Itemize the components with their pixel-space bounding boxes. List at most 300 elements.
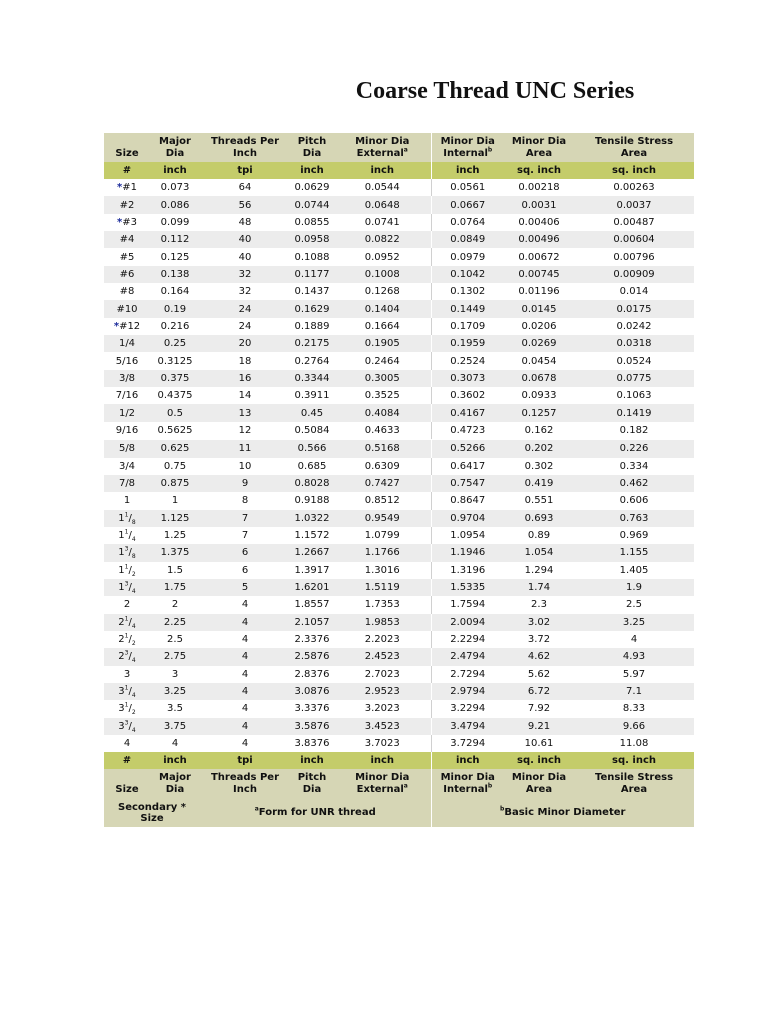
minor-dia-internal-cell: 0.0764 bbox=[431, 214, 504, 231]
minor-dia-internal-cell: 0.0667 bbox=[431, 196, 504, 213]
minor-dia-internal-cell: 1.7594 bbox=[431, 596, 504, 613]
header-row bbox=[104, 133, 694, 162]
header-major-dia bbox=[150, 133, 200, 162]
size-cell bbox=[104, 283, 150, 300]
pitch-dia-cell: 1.3917 bbox=[290, 562, 334, 579]
unit-cell: sq. inch bbox=[574, 162, 694, 179]
header-pitch-line2: Dia bbox=[302, 147, 322, 159]
header-minor-dia-area bbox=[504, 133, 574, 162]
size-cell bbox=[104, 683, 150, 700]
major-dia-cell: 0.138 bbox=[150, 266, 200, 283]
tensile-stress-area-cell: 0.00796 bbox=[574, 248, 694, 265]
minor-dia-internal-cell: 2.2294 bbox=[431, 631, 504, 648]
minor-dia-area-cell: 7.92 bbox=[504, 700, 574, 717]
footnote-row bbox=[104, 798, 694, 827]
tensile-stress-area-cell: 0.0037 bbox=[574, 196, 694, 213]
tpi-cell: 24 bbox=[200, 300, 290, 317]
tensile-stress-area-cell: 0.763 bbox=[574, 510, 694, 527]
pitch-dia-cell: 0.685 bbox=[290, 458, 334, 475]
size-label: 5/16 bbox=[115, 355, 139, 367]
footnote-b bbox=[431, 798, 694, 827]
minor-dia-area-cell: 0.202 bbox=[504, 440, 574, 458]
secondary-size-marker: * bbox=[117, 182, 123, 194]
tpi-cell: 48 bbox=[200, 214, 290, 231]
table-row bbox=[104, 404, 694, 421]
pitch-dia-cell: 0.1437 bbox=[290, 283, 334, 300]
minor-dia-area-cell: 2.3 bbox=[504, 596, 574, 613]
major-dia-cell: 0.112 bbox=[150, 231, 200, 248]
header-int-line2: Internal bbox=[443, 783, 488, 795]
minor-dia-external-cell: 0.5168 bbox=[334, 440, 431, 458]
tpi-cell: 4 bbox=[200, 735, 290, 752]
pitch-dia-cell: 0.1177 bbox=[290, 266, 334, 283]
size-label: 2 bbox=[123, 599, 131, 611]
tpi-cell: 32 bbox=[200, 266, 290, 283]
fraction-slash: / bbox=[128, 530, 132, 542]
tensile-stress-area-cell: 0.00604 bbox=[574, 231, 694, 248]
header-tpi-line1: Threads Per bbox=[210, 771, 280, 783]
header-area-line2: Area bbox=[525, 147, 553, 159]
major-dia-cell: 4 bbox=[150, 735, 200, 752]
minor-dia-external-cell: 1.3016 bbox=[334, 562, 431, 579]
size-cell bbox=[104, 562, 150, 579]
tpi-cell: 6 bbox=[200, 544, 290, 561]
minor-dia-external-cell: 0.2464 bbox=[334, 352, 431, 369]
tpi-cell: 11 bbox=[200, 440, 290, 458]
size-numerator: 3 bbox=[124, 650, 129, 658]
minor-dia-external-cell: 0.0952 bbox=[334, 248, 431, 265]
pitch-dia-cell: 0.0744 bbox=[290, 196, 334, 213]
minor-dia-area-cell: 0.00672 bbox=[504, 248, 574, 265]
minor-dia-internal-cell: 0.3602 bbox=[431, 387, 504, 404]
minor-dia-area-cell: 0.0678 bbox=[504, 370, 574, 387]
table-row bbox=[104, 231, 694, 248]
header-ext-note-mark: a bbox=[403, 146, 408, 154]
size-whole: 2 bbox=[118, 616, 125, 628]
size-numerator: 3 bbox=[124, 546, 129, 554]
major-dia-cell: 0.073 bbox=[150, 179, 200, 196]
tensile-stress-area-cell: 0.334 bbox=[574, 458, 694, 475]
fraction-slash: / bbox=[128, 686, 132, 698]
size-numerator: 1 bbox=[124, 615, 129, 623]
size-denominator: 2 bbox=[131, 570, 136, 578]
size-label: 3/8 bbox=[118, 372, 136, 384]
minor-dia-area-cell: 0.1257 bbox=[504, 404, 574, 421]
minor-dia-internal-cell: 0.1302 bbox=[431, 283, 504, 300]
minor-dia-external-cell: 0.3005 bbox=[334, 370, 431, 387]
tensile-stress-area-cell: 0.1419 bbox=[574, 404, 694, 421]
size-label: #8 bbox=[119, 286, 135, 298]
minor-dia-external-cell: 0.0822 bbox=[334, 231, 431, 248]
tensile-stress-area-cell: 1.155 bbox=[574, 544, 694, 561]
minor-dia-internal-cell: 0.3073 bbox=[431, 370, 504, 387]
pitch-dia-cell: 3.0876 bbox=[290, 683, 334, 700]
tensile-stress-area-cell: 1.9 bbox=[574, 579, 694, 596]
header-int-note-mark: b bbox=[487, 782, 493, 790]
minor-dia-area-cell: 0.00406 bbox=[504, 214, 574, 231]
size-cell bbox=[104, 700, 150, 717]
tpi-cell: 4 bbox=[200, 596, 290, 613]
minor-dia-internal-cell: 0.0979 bbox=[431, 248, 504, 265]
unit-cell: sq. inch bbox=[574, 752, 694, 769]
minor-dia-external-cell: 0.0741 bbox=[334, 214, 431, 231]
header-size: Size bbox=[104, 769, 150, 798]
minor-dia-internal-cell: 0.4167 bbox=[431, 404, 504, 421]
minor-dia-external-cell: 0.0648 bbox=[334, 196, 431, 213]
units-row-top bbox=[104, 162, 694, 179]
minor-dia-internal-cell: 0.6417 bbox=[431, 458, 504, 475]
header-major-dia-line2: Dia bbox=[165, 147, 185, 159]
minor-dia-external-cell: 0.1404 bbox=[334, 300, 431, 317]
table-row bbox=[104, 527, 694, 544]
tpi-cell: 4 bbox=[200, 666, 290, 683]
minor-dia-area-cell: 0.0145 bbox=[504, 300, 574, 317]
table-row bbox=[104, 492, 694, 509]
header-pitch-line1: Pitch bbox=[297, 135, 327, 147]
minor-dia-external-cell: 1.9853 bbox=[334, 614, 431, 631]
fraction-slash: / bbox=[128, 512, 132, 524]
major-dia-cell: 0.086 bbox=[150, 196, 200, 213]
minor-dia-internal-cell: 0.9704 bbox=[431, 510, 504, 527]
table-row bbox=[104, 387, 694, 404]
header-major-dia-line1: Major bbox=[159, 771, 191, 783]
size-cell bbox=[104, 596, 150, 613]
tpi-cell: 14 bbox=[200, 387, 290, 404]
tensile-stress-area-cell: 5.97 bbox=[574, 666, 694, 683]
secondary-size-line2: Size bbox=[140, 812, 164, 824]
tpi-cell: 4 bbox=[200, 718, 290, 735]
header-ext-line2: External bbox=[356, 147, 404, 159]
header-pitch-line1: Pitch bbox=[297, 771, 327, 783]
unit-cell: tpi bbox=[200, 752, 290, 769]
tensile-stress-area-cell: 0.00263 bbox=[574, 179, 694, 196]
header-int-line1: Minor Dia bbox=[440, 771, 495, 783]
pitch-dia-cell: 1.6201 bbox=[290, 579, 334, 596]
tensile-stress-area-cell: 0.00909 bbox=[574, 266, 694, 283]
size-denominator: 4 bbox=[131, 622, 136, 630]
size-numerator: 1 bbox=[124, 632, 129, 640]
minor-dia-external-cell: 3.4523 bbox=[334, 718, 431, 735]
tpi-cell: 4 bbox=[200, 700, 290, 717]
header-area-line1: Minor Dia bbox=[511, 135, 567, 147]
unit-cell: inch bbox=[290, 162, 334, 179]
tensile-stress-area-cell: 1.405 bbox=[574, 562, 694, 579]
table-row bbox=[104, 179, 694, 196]
header-int-line1: Minor Dia bbox=[440, 135, 495, 147]
size-whole: 1 bbox=[118, 530, 125, 542]
header-tensile-stress-area bbox=[574, 133, 694, 162]
size-numerator: 1 bbox=[124, 684, 129, 692]
header-tensile-line1: Tensile Stress bbox=[594, 771, 674, 783]
footer-header-row bbox=[104, 769, 694, 798]
minor-dia-internal-cell: 0.1959 bbox=[431, 335, 504, 352]
pitch-dia-cell: 1.2667 bbox=[290, 544, 334, 561]
table-row bbox=[104, 562, 694, 579]
table-row bbox=[104, 718, 694, 735]
tensile-stress-area-cell: 0.1063 bbox=[574, 387, 694, 404]
tpi-cell: 64 bbox=[200, 179, 290, 196]
minor-dia-internal-cell: 3.4794 bbox=[431, 718, 504, 735]
major-dia-cell: 1.125 bbox=[150, 510, 200, 527]
unit-cell: inch bbox=[150, 162, 200, 179]
size-whole: 1 bbox=[118, 512, 125, 524]
header-tensile-line2: Area bbox=[620, 147, 648, 159]
size-cell bbox=[104, 422, 150, 440]
size-whole: 3 bbox=[118, 703, 125, 715]
tpi-cell: 40 bbox=[200, 248, 290, 265]
tpi-cell: 7 bbox=[200, 510, 290, 527]
major-dia-cell: 0.5 bbox=[150, 404, 200, 421]
major-dia-cell: 3.25 bbox=[150, 683, 200, 700]
size-cell bbox=[104, 648, 150, 665]
tensile-stress-area-cell: 0.014 bbox=[574, 283, 694, 300]
minor-dia-area-cell: 10.61 bbox=[504, 735, 574, 752]
tpi-cell: 13 bbox=[200, 404, 290, 421]
minor-dia-internal-cell: 3.2294 bbox=[431, 700, 504, 717]
minor-dia-area-cell: 0.0206 bbox=[504, 318, 574, 335]
minor-dia-external-cell: 1.7353 bbox=[334, 596, 431, 613]
tensile-stress-area-cell: 0.0318 bbox=[574, 335, 694, 352]
minor-dia-area-cell: 0.693 bbox=[504, 510, 574, 527]
major-dia-cell: 1.25 bbox=[150, 527, 200, 544]
table-row bbox=[104, 510, 694, 527]
size-numerator: 1 bbox=[124, 528, 129, 536]
size-label: #5 bbox=[119, 251, 135, 263]
size-label: 5/8 bbox=[118, 443, 136, 455]
size-label: 3 bbox=[123, 668, 131, 680]
size-cell bbox=[104, 631, 150, 648]
minor-dia-internal-cell: 0.1709 bbox=[431, 318, 504, 335]
size-numerator: 3 bbox=[124, 580, 129, 588]
tpi-cell: 24 bbox=[200, 318, 290, 335]
tensile-stress-area-cell: 0.462 bbox=[574, 475, 694, 492]
tpi-cell: 4 bbox=[200, 614, 290, 631]
tpi-cell: 9 bbox=[200, 475, 290, 492]
minor-dia-area-cell: 0.302 bbox=[504, 458, 574, 475]
minor-dia-internal-cell: 2.9794 bbox=[431, 683, 504, 700]
unit-cell: tpi bbox=[200, 162, 290, 179]
header-minor-dia-area bbox=[504, 769, 574, 798]
secondary-size-marker: * bbox=[113, 320, 120, 332]
unit-cell: # bbox=[104, 752, 150, 769]
size-label: #4 bbox=[119, 234, 135, 246]
major-dia-cell: 0.875 bbox=[150, 475, 200, 492]
minor-dia-area-cell: 3.02 bbox=[504, 614, 574, 631]
header-int-line2: Internal bbox=[443, 147, 488, 159]
header-ext-line1: Minor Dia bbox=[355, 135, 410, 147]
tensile-stress-area-cell: 0.0524 bbox=[574, 352, 694, 369]
page-title: Coarse Thread UNC Series bbox=[355, 78, 635, 104]
header-int-note-mark: b bbox=[487, 146, 493, 154]
size-cell bbox=[104, 352, 150, 369]
size-denominator: 4 bbox=[131, 657, 136, 665]
size-cell bbox=[104, 231, 150, 248]
minor-dia-internal-cell: 1.1946 bbox=[431, 544, 504, 561]
table-row bbox=[104, 266, 694, 283]
table-row bbox=[104, 735, 694, 752]
tpi-cell: 20 bbox=[200, 335, 290, 352]
tensile-stress-area-cell: 0.226 bbox=[574, 440, 694, 458]
size-cell bbox=[104, 335, 150, 352]
tensile-stress-area-cell: 11.08 bbox=[574, 735, 694, 752]
minor-dia-area-cell: 1.054 bbox=[504, 544, 574, 561]
pitch-dia-cell: 2.8376 bbox=[290, 666, 334, 683]
size-cell bbox=[104, 475, 150, 492]
size-label: #3 bbox=[122, 216, 137, 228]
pitch-dia-cell: 0.566 bbox=[290, 440, 334, 458]
pitch-dia-cell: 3.8376 bbox=[290, 735, 334, 752]
major-dia-cell: 2.5 bbox=[150, 631, 200, 648]
size-whole: 3 bbox=[118, 720, 125, 732]
major-dia-cell: 1 bbox=[150, 492, 200, 509]
minor-dia-area-cell: 3.72 bbox=[504, 631, 574, 648]
size-denominator: 4 bbox=[131, 588, 136, 596]
unit-cell: inch bbox=[431, 752, 504, 769]
size-cell bbox=[104, 300, 150, 317]
minor-dia-external-cell: 2.4523 bbox=[334, 648, 431, 665]
size-cell bbox=[104, 510, 150, 527]
fraction-slash: / bbox=[128, 547, 132, 559]
size-label: 1/2 bbox=[118, 407, 136, 419]
fraction-slash: / bbox=[128, 703, 132, 715]
size-cell bbox=[104, 440, 150, 458]
table-row bbox=[104, 700, 694, 717]
minor-dia-area-cell: 1.74 bbox=[504, 579, 574, 596]
size-whole: 3 bbox=[118, 686, 125, 698]
size-label: #6 bbox=[119, 268, 135, 280]
minor-dia-internal-cell: 2.4794 bbox=[431, 648, 504, 665]
tpi-cell: 4 bbox=[200, 631, 290, 648]
size-cell bbox=[104, 492, 150, 509]
size-cell bbox=[104, 214, 150, 231]
thread-table bbox=[104, 133, 694, 827]
footnote-a-text: Form for UNR thread bbox=[258, 807, 376, 819]
size-cell bbox=[104, 718, 150, 735]
size-denominator: 4 bbox=[131, 726, 136, 734]
secondary-size-marker: * bbox=[117, 216, 123, 228]
header-pitch-line2: Dia bbox=[302, 783, 322, 795]
pitch-dia-cell: 0.3344 bbox=[290, 370, 334, 387]
minor-dia-external-cell: 0.8512 bbox=[334, 492, 431, 509]
minor-dia-internal-cell: 3.7294 bbox=[431, 735, 504, 752]
header-tpi-line2: Inch bbox=[233, 147, 257, 159]
unit-cell: inch bbox=[150, 752, 200, 769]
table-row bbox=[104, 283, 694, 300]
major-dia-cell: 3.75 bbox=[150, 718, 200, 735]
unit-cell: inch bbox=[290, 752, 334, 769]
minor-dia-area-cell: 0.00218 bbox=[504, 179, 574, 196]
pitch-dia-cell: 2.3376 bbox=[290, 631, 334, 648]
size-cell bbox=[104, 179, 150, 196]
minor-dia-area-cell: 0.00745 bbox=[504, 266, 574, 283]
minor-dia-external-cell: 0.0544 bbox=[334, 179, 431, 196]
pitch-dia-cell: 1.0322 bbox=[290, 510, 334, 527]
header-area-line2: Area bbox=[525, 783, 553, 795]
tensile-stress-area-cell: 8.33 bbox=[574, 700, 694, 717]
size-cell bbox=[104, 614, 150, 631]
tensile-stress-area-cell: 0.606 bbox=[574, 492, 694, 509]
minor-dia-area-cell: 0.0933 bbox=[504, 387, 574, 404]
table-row bbox=[104, 475, 694, 492]
minor-dia-area-cell: 0.00496 bbox=[504, 231, 574, 248]
minor-dia-internal-cell: 0.2524 bbox=[431, 352, 504, 369]
minor-dia-external-cell: 2.7023 bbox=[334, 666, 431, 683]
pitch-dia-cell: 0.2175 bbox=[290, 335, 334, 352]
minor-dia-external-cell: 0.1664 bbox=[334, 318, 431, 335]
tensile-stress-area-cell: 4.93 bbox=[574, 648, 694, 665]
minor-dia-area-cell: 0.551 bbox=[504, 492, 574, 509]
footnote-b-text: Basic Minor Diameter bbox=[504, 807, 626, 819]
minor-dia-external-cell: 3.2023 bbox=[334, 700, 431, 717]
minor-dia-external-cell: 3.7023 bbox=[334, 735, 431, 752]
size-cell bbox=[104, 544, 150, 561]
minor-dia-internal-cell: 1.3196 bbox=[431, 562, 504, 579]
size-cell bbox=[104, 266, 150, 283]
unit-cell: inch bbox=[431, 162, 504, 179]
table-row bbox=[104, 248, 694, 265]
footnote-a-mark: a bbox=[254, 806, 259, 814]
secondary-size-note bbox=[104, 798, 200, 827]
tensile-stress-area-cell: 0.182 bbox=[574, 422, 694, 440]
major-dia-cell: 2 bbox=[150, 596, 200, 613]
major-dia-cell: 0.4375 bbox=[150, 387, 200, 404]
minor-dia-area-cell: 0.89 bbox=[504, 527, 574, 544]
table-row bbox=[104, 614, 694, 631]
table-row bbox=[104, 335, 694, 352]
tpi-cell: 8 bbox=[200, 492, 290, 509]
header-tensile-line1: Tensile Stress bbox=[594, 135, 674, 147]
size-whole: 2 bbox=[118, 651, 125, 663]
major-dia-cell: 2.75 bbox=[150, 648, 200, 665]
minor-dia-external-cell: 2.9523 bbox=[334, 683, 431, 700]
header-tensile-line2: Area bbox=[620, 783, 648, 795]
table-row bbox=[104, 370, 694, 387]
header-minor-dia-internal bbox=[431, 133, 504, 162]
unit-cell: sq. inch bbox=[504, 162, 574, 179]
minor-dia-external-cell: 0.7427 bbox=[334, 475, 431, 492]
tpi-cell: 4 bbox=[200, 648, 290, 665]
unit-cell: sq. inch bbox=[504, 752, 574, 769]
pitch-dia-cell: 0.2764 bbox=[290, 352, 334, 369]
minor-dia-internal-cell: 0.7547 bbox=[431, 475, 504, 492]
pitch-dia-cell: 0.1629 bbox=[290, 300, 334, 317]
fraction-slash: / bbox=[128, 651, 132, 663]
minor-dia-internal-cell: 0.0561 bbox=[431, 179, 504, 196]
size-cell bbox=[104, 248, 150, 265]
header-pitch-dia bbox=[290, 133, 334, 162]
size-cell bbox=[104, 387, 150, 404]
pitch-dia-cell: 0.9188 bbox=[290, 492, 334, 509]
size-label: 9/16 bbox=[115, 424, 139, 436]
fraction-slash: / bbox=[128, 720, 132, 732]
minor-dia-area-cell: 4.62 bbox=[504, 648, 574, 665]
minor-dia-internal-cell: 0.5266 bbox=[431, 440, 504, 458]
header-major-dia-line1: Major bbox=[159, 135, 191, 147]
table-row bbox=[104, 683, 694, 700]
minor-dia-area-cell: 0.0269 bbox=[504, 335, 574, 352]
minor-dia-external-cell: 0.1905 bbox=[334, 335, 431, 352]
tpi-cell: 5 bbox=[200, 579, 290, 596]
table-row bbox=[104, 648, 694, 665]
minor-dia-area-cell: 0.0454 bbox=[504, 352, 574, 369]
size-denominator: 2 bbox=[131, 640, 136, 648]
units-row-bottom bbox=[104, 752, 694, 769]
size-whole: 1 bbox=[118, 564, 125, 576]
major-dia-cell: 0.216 bbox=[150, 318, 200, 335]
minor-dia-external-cell: 1.0799 bbox=[334, 527, 431, 544]
major-dia-cell: 0.5625 bbox=[150, 422, 200, 440]
tensile-stress-area-cell: 0.0175 bbox=[574, 300, 694, 317]
